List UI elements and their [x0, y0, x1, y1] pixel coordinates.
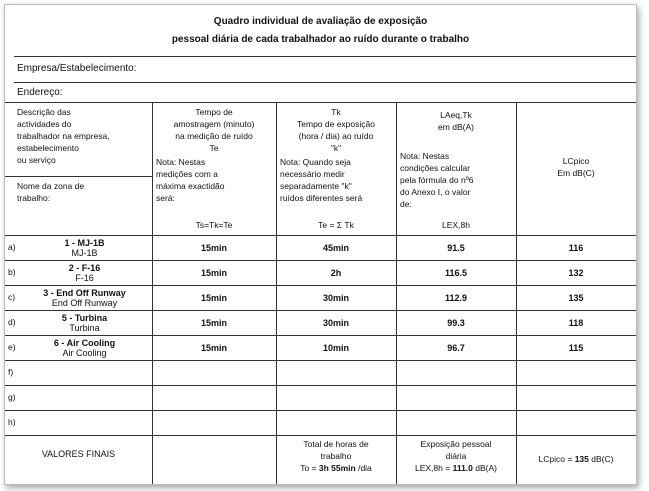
row-letter: h)	[8, 417, 16, 427]
row-zone-name-bold: 1 - MJ-1B	[64, 238, 105, 248]
header-col3-line: "k"	[330, 143, 342, 153]
header-col4-formula: LEX,8h	[442, 220, 470, 230]
row-lcpico-value: 135	[568, 293, 584, 303]
header-col3-formula: Te = Σ Tk	[318, 220, 354, 230]
row-zone-name	[17, 338, 152, 358]
header-col3-note-line: Nota: Quando seja	[280, 157, 351, 167]
row-laeq-value: 96.7	[447, 343, 465, 353]
row-zone-name	[17, 263, 152, 283]
header-bottom-border	[5, 235, 636, 236]
title-line-2: pessoal diária de cada trabalhador ao ruído durante o trabalho	[171, 34, 470, 45]
row-zone-name-bold: 3 - End Off Runway	[43, 288, 126, 298]
row-zone-name-bold: 5 - Turbina	[61, 313, 108, 323]
col1-inner-divider	[5, 176, 152, 177]
header-col5-line: LCpico	[562, 156, 590, 166]
row-te-value: 15min	[200, 268, 227, 278]
header-col4-note-line: do Anexo I, o valor	[400, 187, 471, 197]
row-lcpico-value: 118	[568, 318, 584, 328]
row-lcpico-value: 116	[568, 243, 584, 253]
header-col3	[276, 106, 396, 154]
header-col2-note-line: máxima exactidão	[156, 181, 225, 191]
total-to-prefix: To =	[300, 463, 319, 473]
empresa-label: Empresa/Estabelecimento:	[17, 63, 137, 74]
header-col3-note-line: ruídos diferentes será	[280, 193, 363, 203]
row-laeq-value: 116.5	[444, 268, 468, 278]
row-lcpico-value: 132	[568, 268, 584, 278]
total-hours-cell	[276, 438, 396, 474]
row-te-value: 15min	[200, 318, 227, 328]
total-hours-line: trabalho	[320, 451, 352, 461]
row-te-value: 15min	[200, 243, 227, 253]
header-col2-line: Te	[209, 143, 219, 153]
header-col4-note-line: pela fórmula do nº6	[400, 175, 474, 185]
valores-finais-label: VALORES FINAIS	[41, 449, 116, 459]
lex-label: LEX,8h	[414, 463, 443, 473]
lcpico-final-cell	[516, 453, 636, 465]
header-col4	[396, 109, 516, 133]
row-letter: e)	[8, 342, 16, 352]
header-col2	[152, 106, 276, 154]
row-zone-name-sub: F-16	[75, 273, 94, 283]
header-col2-note	[156, 156, 225, 204]
lex-unit: dB(A)	[472, 463, 497, 473]
header-col4-line: LAeq,Tk	[440, 110, 472, 120]
header-col1	[17, 106, 110, 166]
header-col4-note-line: condições calcular	[400, 163, 470, 173]
row-zone-name	[17, 288, 152, 308]
row-zone-name-bold: 2 - F-16	[68, 263, 101, 273]
row-divider	[5, 310, 636, 311]
header-col1-line: Descrição das	[17, 107, 71, 117]
header-col3-note-line: necessário medir	[280, 169, 345, 179]
row-lcpico-value: 115	[568, 343, 584, 353]
row-divider	[5, 385, 636, 386]
lex-value: 111.0	[452, 463, 473, 473]
header-col1-zone-line: Nome da zona de	[17, 181, 85, 191]
header-col1-line: estabelecimento	[17, 143, 79, 153]
header-col1-zone	[17, 180, 84, 204]
header-col3-note	[280, 156, 362, 204]
row-letter: c)	[8, 292, 16, 302]
header-col3-line: Tk	[331, 107, 341, 117]
header-col4-note	[400, 150, 474, 210]
title-divider	[14, 56, 636, 57]
row-zone-name-sub: Turbina	[69, 323, 100, 333]
lcpico-final-unit: dB(C)	[588, 454, 614, 464]
lex-line	[396, 462, 516, 474]
row-tk-value: 30min	[322, 318, 349, 328]
header-col2-note-line: será:	[156, 193, 175, 203]
title-line-1: Quadro individual de avaliação de exposição	[213, 16, 428, 27]
header-col1-line: actividades do	[17, 119, 72, 129]
lcpico-final-value: 135	[574, 454, 589, 464]
empresa-divider	[14, 82, 636, 83]
header-col1-line: ou serviço	[17, 155, 56, 165]
lcpico-final-label: LCpico	[538, 454, 566, 464]
row-te-value: 15min	[200, 293, 227, 303]
exposure-line: diária	[445, 451, 467, 461]
header-col4-note-line: de:	[400, 199, 412, 209]
row-divider	[5, 260, 636, 261]
header-col5-line: Em dB(C)	[557, 168, 595, 178]
row-zone-name-sub: MJ-1B	[71, 248, 98, 258]
row-tk-value: 10min	[322, 343, 349, 353]
row-zone-name-sub: End Off Runway	[51, 298, 118, 308]
header-col3-line: (hora / dia) ao ruído	[298, 131, 374, 141]
lcpico-final-eq: =	[565, 454, 575, 464]
row-divider	[5, 285, 636, 286]
header-col4-note-line: Nota: Nestas	[400, 151, 450, 161]
row-laeq-value: 91.5	[447, 243, 465, 253]
row-letter: d)	[8, 317, 16, 327]
header-col2-line: amostragem (minuto)	[173, 119, 255, 129]
row-letter: f)	[8, 367, 14, 377]
header-col4-line: em dB(A)	[438, 122, 474, 132]
row-letter: a)	[8, 242, 16, 252]
header-col2-formula: Ts=Tk=Te	[195, 220, 233, 230]
table-top-border	[5, 102, 636, 103]
header-col3-line: Tempo de exposição	[297, 119, 375, 129]
row-tk-value: 45min	[322, 243, 349, 253]
total-to-value: 3h 55min	[318, 463, 356, 473]
row-letter: g)	[8, 392, 16, 402]
header-col2-note-line: medições com a	[156, 169, 218, 179]
total-to-line	[276, 462, 396, 474]
total-to-suffix: /dia	[355, 463, 372, 473]
header-col1-zone-line: trabalho:	[17, 193, 51, 203]
row-divider	[5, 360, 636, 361]
row-laeq-value: 112.9	[444, 293, 468, 303]
row-te-value: 15min	[200, 343, 227, 353]
assessment-sheet	[4, 4, 637, 485]
header-col5	[516, 155, 636, 179]
row-zone-name	[17, 238, 152, 258]
header-col2-note-line: Nota: Nestas	[156, 157, 206, 167]
row-zone-name-sub: Air Cooling	[62, 348, 107, 358]
row-divider	[5, 410, 636, 411]
row-tk-value: 2h	[330, 268, 342, 278]
lex-eq: =	[442, 463, 453, 473]
endereco-label: Endereço:	[17, 87, 63, 98]
total-hours-line: Total de horas de	[303, 439, 369, 449]
exposure-cell	[396, 438, 516, 474]
header-col2-line: na medição de ruído	[175, 131, 253, 141]
row-laeq-value: 99.3	[447, 318, 465, 328]
row-letter: b)	[8, 267, 16, 277]
header-col2-line: Tempo de	[195, 107, 233, 117]
row-zone-name	[17, 313, 152, 333]
row-tk-value: 30min	[322, 293, 349, 303]
exposure-line: Exposição pessoal	[420, 439, 492, 449]
header-col1-line: trabalhador na empresa,	[17, 131, 110, 141]
row-divider	[5, 335, 636, 336]
header-col3-note-line: separadamente "k"	[280, 181, 352, 191]
row-zone-name-bold: 6 - Air Cooling	[53, 338, 116, 348]
footer-top-border	[5, 435, 636, 436]
